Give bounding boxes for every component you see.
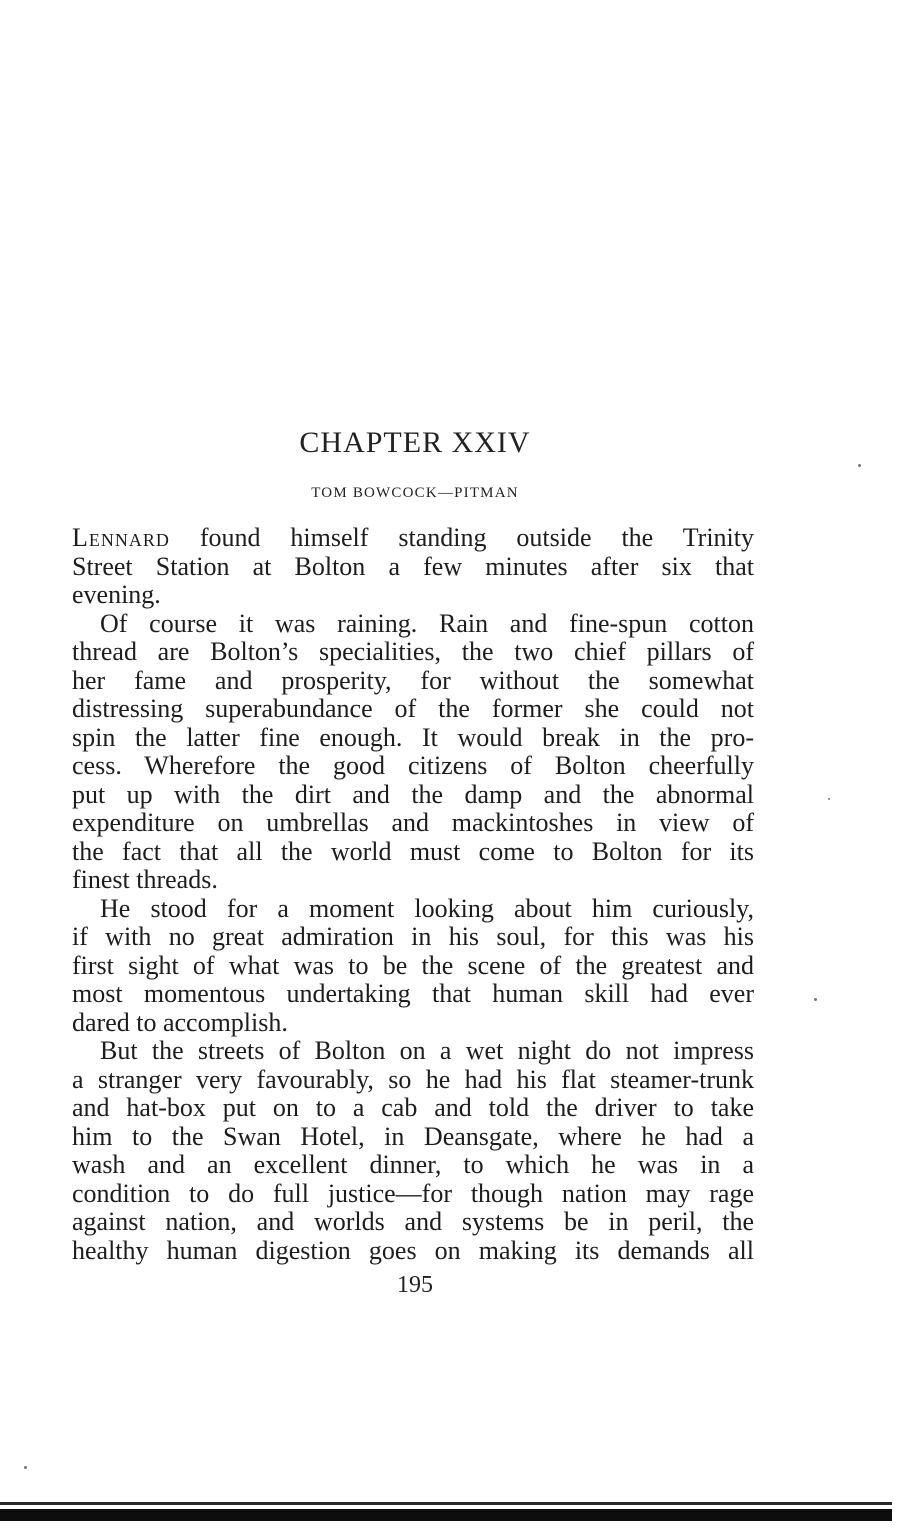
paragraph-1-line-2: Street Station at Bolton a few minutes after six that [72, 551, 754, 581]
scan-edge-thin [0, 1502, 892, 1505]
paragraph-4-line-3: and hat-box put on to a cab and told the driver to take [72, 1093, 754, 1122]
scan-speck [814, 998, 817, 1001]
paragraph-4-line-1: But the streets of Bolton on a wet night do not impress [100, 1036, 754, 1065]
paragraph-2-line-4: distressing superabundance of the former she could not [72, 694, 754, 723]
scan-speck [24, 1466, 27, 1469]
paragraph-4-line-5: wash and an excellent dinner, to which he was in a [72, 1150, 754, 1179]
paragraph-1-line-3: evening. [72, 580, 161, 609]
paragraph-2-line-9: the fact that all the world must come to Bolton for its [72, 836, 754, 866]
body-text [72, 524, 754, 1265]
page-number: 195 [397, 1272, 433, 1298]
paragraph-3-line-2: if with no great admiration in his soul, for this was his [72, 922, 754, 951]
scan-edge-bar [0, 1509, 892, 1521]
paragraph-4-line-2: a stranger very favourably, so he had his flat steamer-trunk [72, 1064, 754, 1094]
scan-speck [858, 464, 861, 467]
paragraph-2-line-8: expenditure on umbrellas and mackintoshes in view of [72, 808, 754, 837]
chapter-title: CHAPTER XXIV [299, 426, 531, 459]
paragraph-3-line-4: most momentous undertaking that human skill had ever [72, 979, 754, 1008]
paragraph-3-line-5: dared to accomplish. [72, 1007, 288, 1037]
chapter-subtitle: TOM BOWCOCK—PITMAN [311, 485, 519, 501]
paragraph-2-line-2: thread are Bolton’s specialities, the two chief pillars of [72, 637, 754, 666]
lead-smallcaps: Lennard [72, 523, 170, 552]
paragraph-2-line-5: spin the latter fine enough. It would break in the pro- [72, 722, 754, 752]
paragraph-2-line-7: put up with the dirt and the damp and the abnormal [72, 779, 754, 809]
paragraph-2-line-6: cess. Wherefore the good citizens of Bolton cheerfully [72, 751, 754, 780]
paragraph-4-line-6: condition to do full justice—for though nation may rage [72, 1178, 754, 1208]
paragraph-3-line-1: He stood for a moment looking about him curiously, [100, 893, 754, 923]
paragraph-4-line-7: against nation, and worlds and systems be in peril, the [72, 1207, 754, 1236]
scan-speck [828, 798, 830, 800]
paragraph-2-line-1: Of course it was raining. Rain and fine-spun cotton [100, 608, 754, 638]
paragraph-2-line-10: finest threads. [72, 865, 218, 894]
paragraph-4-line-4: him to the Swan Hotel, in Deansgate, where he had a [72, 1121, 754, 1151]
paragraph-3-line-3: first sight of what was to be the scene of the greatest and [72, 950, 754, 980]
paragraph-1-line-1: Lennard found himself standing outside the Trinity [72, 523, 754, 552]
paragraph-2-line-3: her fame and prosperity, for without the somewhat [72, 665, 754, 695]
paragraph-4-line-8: healthy human digestion goes on making its demands all [72, 1235, 754, 1265]
